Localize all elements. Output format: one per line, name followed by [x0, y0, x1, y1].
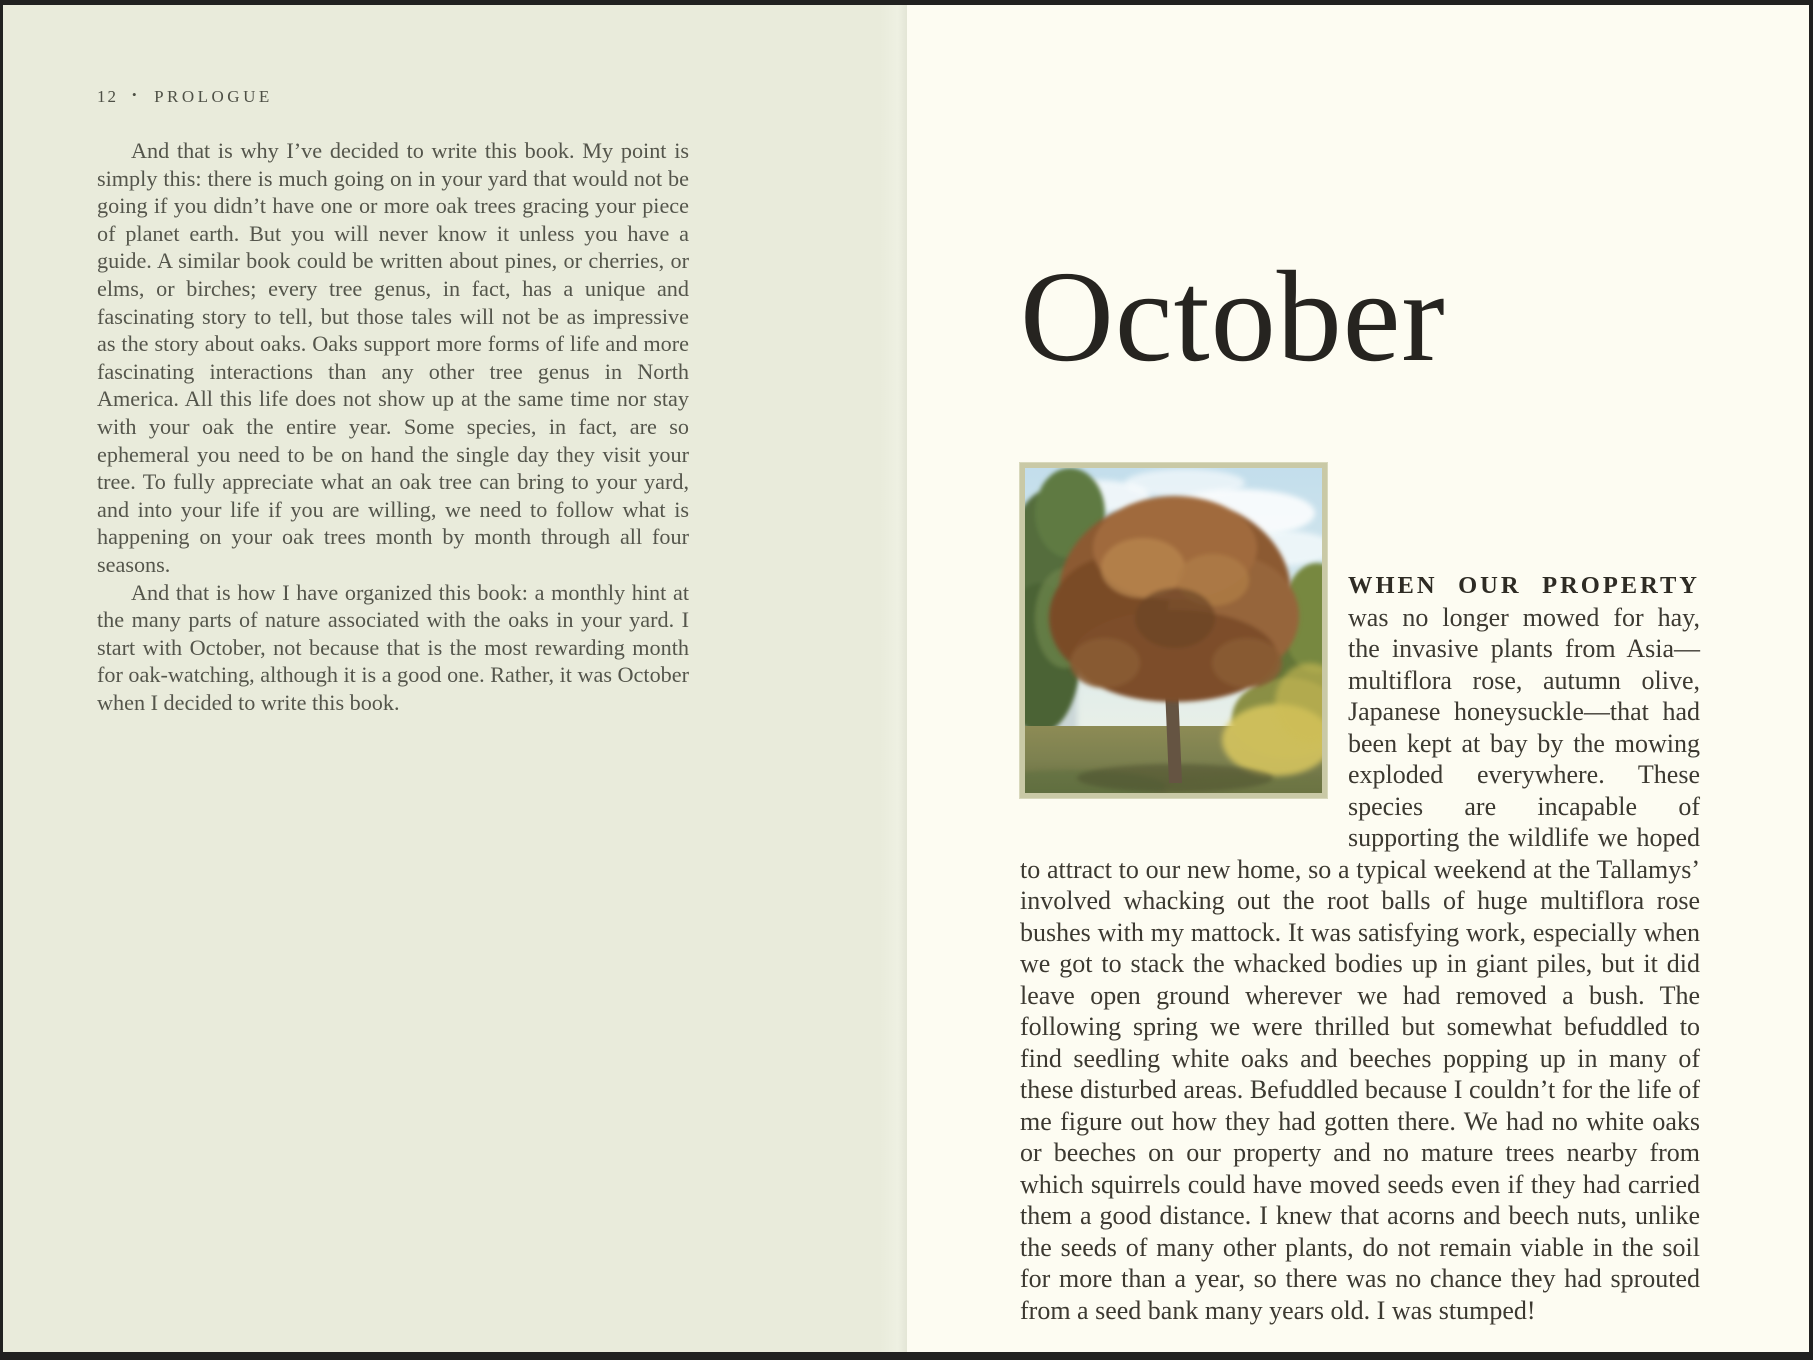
right-page-october	[907, 5, 1809, 1352]
oak-tree-photo	[1020, 463, 1327, 798]
bullet-separator: •	[132, 87, 141, 102]
prologue-paragraph-1: And that is why I’ve decided to write this book. My point is simply this: there is much going on in your yard that would not be going if you didn’t have one or more oak trees gracing your piece of planet earth. But you will never know it unless you have a guide. A similar book could be written about pines, or cherries, or elms, or birches; every tree genus, in fact, has a unique and fascinating story to tell, but those tales will not be as impressive as the story about oaks. Oaks support more forms of life and more fascinating interactions than any other tree genus in North America. All this life does not show up at the same time nor stay with your oak the entire year. Some species, in fact, are so ephemeral you need to be on hand the single day they visit your tree. To fully appreciate what an oak tree can bring to your yard, and into your life if you are willing, we need to follow what is happening on your oak trees month by month through all four seasons.	[97, 138, 689, 577]
running-head	[97, 87, 907, 107]
oak-tree-photo-illustration	[1025, 468, 1322, 793]
running-title: PROLOGUE	[154, 87, 273, 106]
small-caps-lead: WHEN OUR PROPERTY	[1348, 572, 1700, 599]
chapter-paragraph-text: was no longer mowed for hay, the invasive plants from Asia—multiflora rose, autumn olive, Japanese honeysuckle—that had been kept at bay by the mowing exploded everywhere. These species are incapable of supporting the wildlife we hoped to attract to our new home, so a typical weekend at the Tallamys’ involved whacking out the root balls of huge multiflora rose bushes with my mattock. It was satisfying work, especially when we got to stack the whacked bodies up in giant piles, but it did leave open ground wherever we had removed a bush. The following spring we were thrilled but somewhat befuddled to find seedling white oaks and beeches popping up in many of these disturbed areas. Befuddled because I couldn’t for the life of me figure out how they had gotten there. We had no white oaks or beeches on our property and no mature trees nearby from which squirrels could have moved seeds even if they had carried them a good distance. I knew that acorns and beech nuts, unlike the seeds of many other plants, do not remain viable in the soil for more than a year, so there was no chance they had sprouted from a seed bank many years old. I was stumped!	[1020, 602, 1700, 1325]
prologue-text-block	[97, 137, 689, 716]
prologue-paragraph-2: And that is how I have organized this book: a monthly hint at the many parts of nature associated with the oaks in your yard. I start with October, not because that is the most rewarding month for oak-watching, although it is a good one. Rather, it was October when I decided to write this book.	[97, 579, 689, 715]
chapter-content	[1020, 463, 1700, 1326]
left-page-prologue	[3, 5, 907, 1352]
page-number: 12	[97, 87, 118, 106]
chapter-title: October	[1020, 245, 1446, 389]
